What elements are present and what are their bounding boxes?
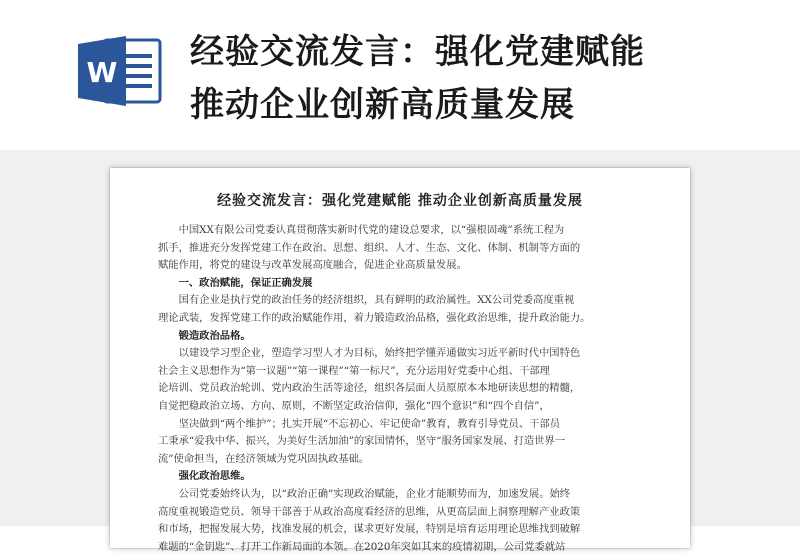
word-icon: [76, 34, 164, 108]
svg-text:W: W: [86, 56, 118, 89]
header: [0, 0, 800, 150]
title-line-2: 推动企业创新高质量发展: [190, 85, 575, 125]
section-heading-line: 一、政治赋能，保证正确发展: [158, 276, 313, 289]
paragraph-line: 公司党委始终认为，以“政治正确”实现政治赋能，企业才能顺势而为，加速发展。始终: [158, 487, 571, 500]
paragraph-line: 中国XX有限公司党委认真贯彻落实新时代党的建设总要求，以“强根固魂”系统工程为: [158, 224, 565, 236]
document-title: 经验交流发言：强化党建赋能 推动企业创新高质量发展: [217, 193, 583, 209]
paragraph-line: 抓手，推进充分发挥党建工作在政治、思想、组织、人才、生态、文化、体制、机制等方面的: [158, 241, 581, 254]
paragraph-line: 赋能作用，将党的建设与改革发展高度融合，促进企业高质量发展。: [158, 259, 467, 272]
paragraph-line: 和市场，把握发展大势，找准发展的机会，谋求更好发展，特别是培育运用理论思维找到破解: [158, 523, 581, 536]
paragraph-line: 难题的“金钥匙”、打开工作新局面的本领。在2020年突如其来的疫情初期，公司党委就站: [158, 540, 566, 553]
paragraph-line: 自觉把稳政治立场、方向、原则，不断坚定政治信仰，强化“四个意识”和“四个自信”，: [158, 399, 550, 412]
paragraph-line: 理论武装，发挥党建工作的政治赋能作用，着力锻造政治品格，强化政治思维，提升政治能力。: [158, 311, 591, 324]
section-heading-line: 强化政治思维。: [158, 470, 251, 483]
paragraph-line: 社会主义思想作为“第一议题”“第一课程”“第一标尺”，充分运用好党委中心组、干部理: [158, 364, 550, 377]
section-heading-line: 锻造政治品格。: [158, 329, 251, 342]
document-body: [158, 222, 644, 556]
paragraph-line: 国有企业是执行党的政治任务的经济组织，具有鲜明的政治属性。XX公司党委高度重视: [158, 294, 575, 307]
paragraph-line: 高度重视锻造党员、领导干部善于从政治高度看经济的思维，从更高层面上洞察理解产业政策: [158, 505, 581, 518]
paragraph-line: 工秉承“爱我中华、振兴，为美好生活加油”的家国情怀，坚守“服务国家发展、打造世界一: [158, 435, 566, 448]
paragraph-line: 论培训、党员政治轮训、党内政治生活等途径，组织各层面人员原原本本地研读思想的精髓，: [158, 382, 581, 395]
document-page[interactable]: [110, 168, 690, 553]
title-line-1: 经验交流发言：强化党建赋能: [190, 32, 645, 72]
page-title: [190, 26, 790, 132]
paragraph-line: 流”使命担当，在经济领域为党巩固执政基础。: [158, 452, 370, 465]
paragraph-line: 坚决做到“两个维护”；扎实开展“不忘初心、牢记使命”教育，教育引导党员、干部员: [158, 417, 561, 430]
paragraph-line: 以建设学习型企业，塑造学习型人才为目标，始终把学懂弄通做实习近平新时代中国特色: [158, 347, 581, 360]
